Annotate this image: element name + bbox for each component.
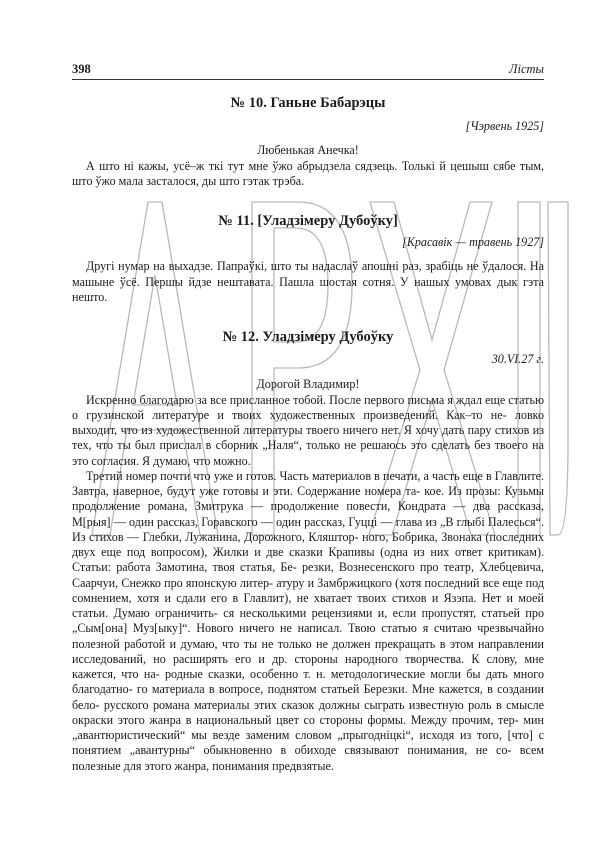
letter-title: № 12. Уладзімеру Дубоўку xyxy=(222,329,394,345)
letter-12 xyxy=(72,328,544,774)
header-rule xyxy=(72,79,544,80)
letter-greeting: Любенькая Анечка! xyxy=(257,143,359,158)
letter-paragraph: Искренно благодарю за все присланное тобой. После первого письма я ждал еще статью о грузинской литературе и твоих художественных произведений. Как–то не- ловко выходит, что из художественной литературы твоего ничего нет. Я хочу дать пару стихов из тех, что ты был прислал в сборник „Наля“, только не решаюсь это сделать без твоего на это согласия. Я думаю, что можно. xyxy=(72,392,544,468)
letter-paragraph: Третий номер почти что уже и готов. Часть материалов в печати, а часть еще в Главлите. Завтра, наверное, будут уже готовы и эти. Содержание номера та- кое. Из прозы: Кузьмы продолжение романа, Змитрука — продолжение повести, Кондрата — два рассказа, М[рыя] — один рассказ, Горавского — один рассказ, Гуцці — глава из „В глыбі Палесься“. Из стихов — Глебки, Лужанина, Дорожного, Кляштор- ного, Бобрика, Звонака (последних двух еще под вопросом), Жилки и две сказки Крапивы (одна из них ответ критикам). Статьи: работа Замотина, твоя статья, Бе- резки, Вознесенского про театр, Хлебцевича, Саарчуи, Снежко про японскую литер- атуру и Замбржицкого (хотя последний все еще под сомнением, хотя и сдали его в Главлит), не хватает твоих стихов и Язэпа. Нет и моей статьи. Думаю ограничить- ся несколькими рецензиями и, если пропустят, статьей про „Сым[она] Муз[ыку]“. Нового ничего не написал. Твою статью я считаю чрезвычайно полезной работой и думаю, что ты не только не должен прекращать в этом направлении исследований, но расширять его и др. стороны народного творчества. К слову, мне кажется, что на- родные сказки, особенно т. н. методологические могли бы дать много благодатно- го материала в вопросе, поднятом статьей Березки. Мне кажется, в создании бело- русского романа материалы этих сказок должны сыграть известную роль в смысле окраски этого жанра в национальный цвет со стороны формы. Между прочим, тер- мин „авантюристический“ мы везде заменим словом „прыгодніцкі“, исходя из того, [что] с понятием „авантурны“ обыкновенно в обиходе связывают понимания, не со- всем полезные для этого жанра, понимания предвзятые. xyxy=(72,468,544,773)
letter-paragraph: А што ні кажы, усё–ж ткі тут мне ўжо абрыдзела сядзець. Толькі й цешыш сябе тым, што ўжо мала засталося, ды што гэтак трэба. xyxy=(72,158,544,188)
running-title: Лісты xyxy=(509,62,544,76)
letter-title: № 11. [Уладзімеру Дубоўку] xyxy=(218,213,398,229)
letter-11 xyxy=(72,212,544,305)
letter-greeting: Дорогой Владимир! xyxy=(256,377,360,392)
letter-date: [Чэрвень 1925] xyxy=(465,119,544,133)
page-content xyxy=(72,94,544,774)
letter-date: [Красавік — травень 1927] xyxy=(402,235,544,249)
letter-10 xyxy=(72,94,544,189)
letter-date: 30.VI.27 г. xyxy=(491,352,544,366)
page-number: 398 xyxy=(72,62,91,76)
running-header xyxy=(72,62,544,78)
letter-title: № 10. Ганьне Бабарэцы xyxy=(230,95,386,111)
letter-paragraph: Другі нумар на выхадзе. Папраўкі, што ты надаслаў апошні раз, зрабіць не ўдалося. На машыне ўсё. Першы йдзе нештавата. Пашла шостая сотня. У нашых умовах дык гэта нешто. xyxy=(72,259,544,304)
